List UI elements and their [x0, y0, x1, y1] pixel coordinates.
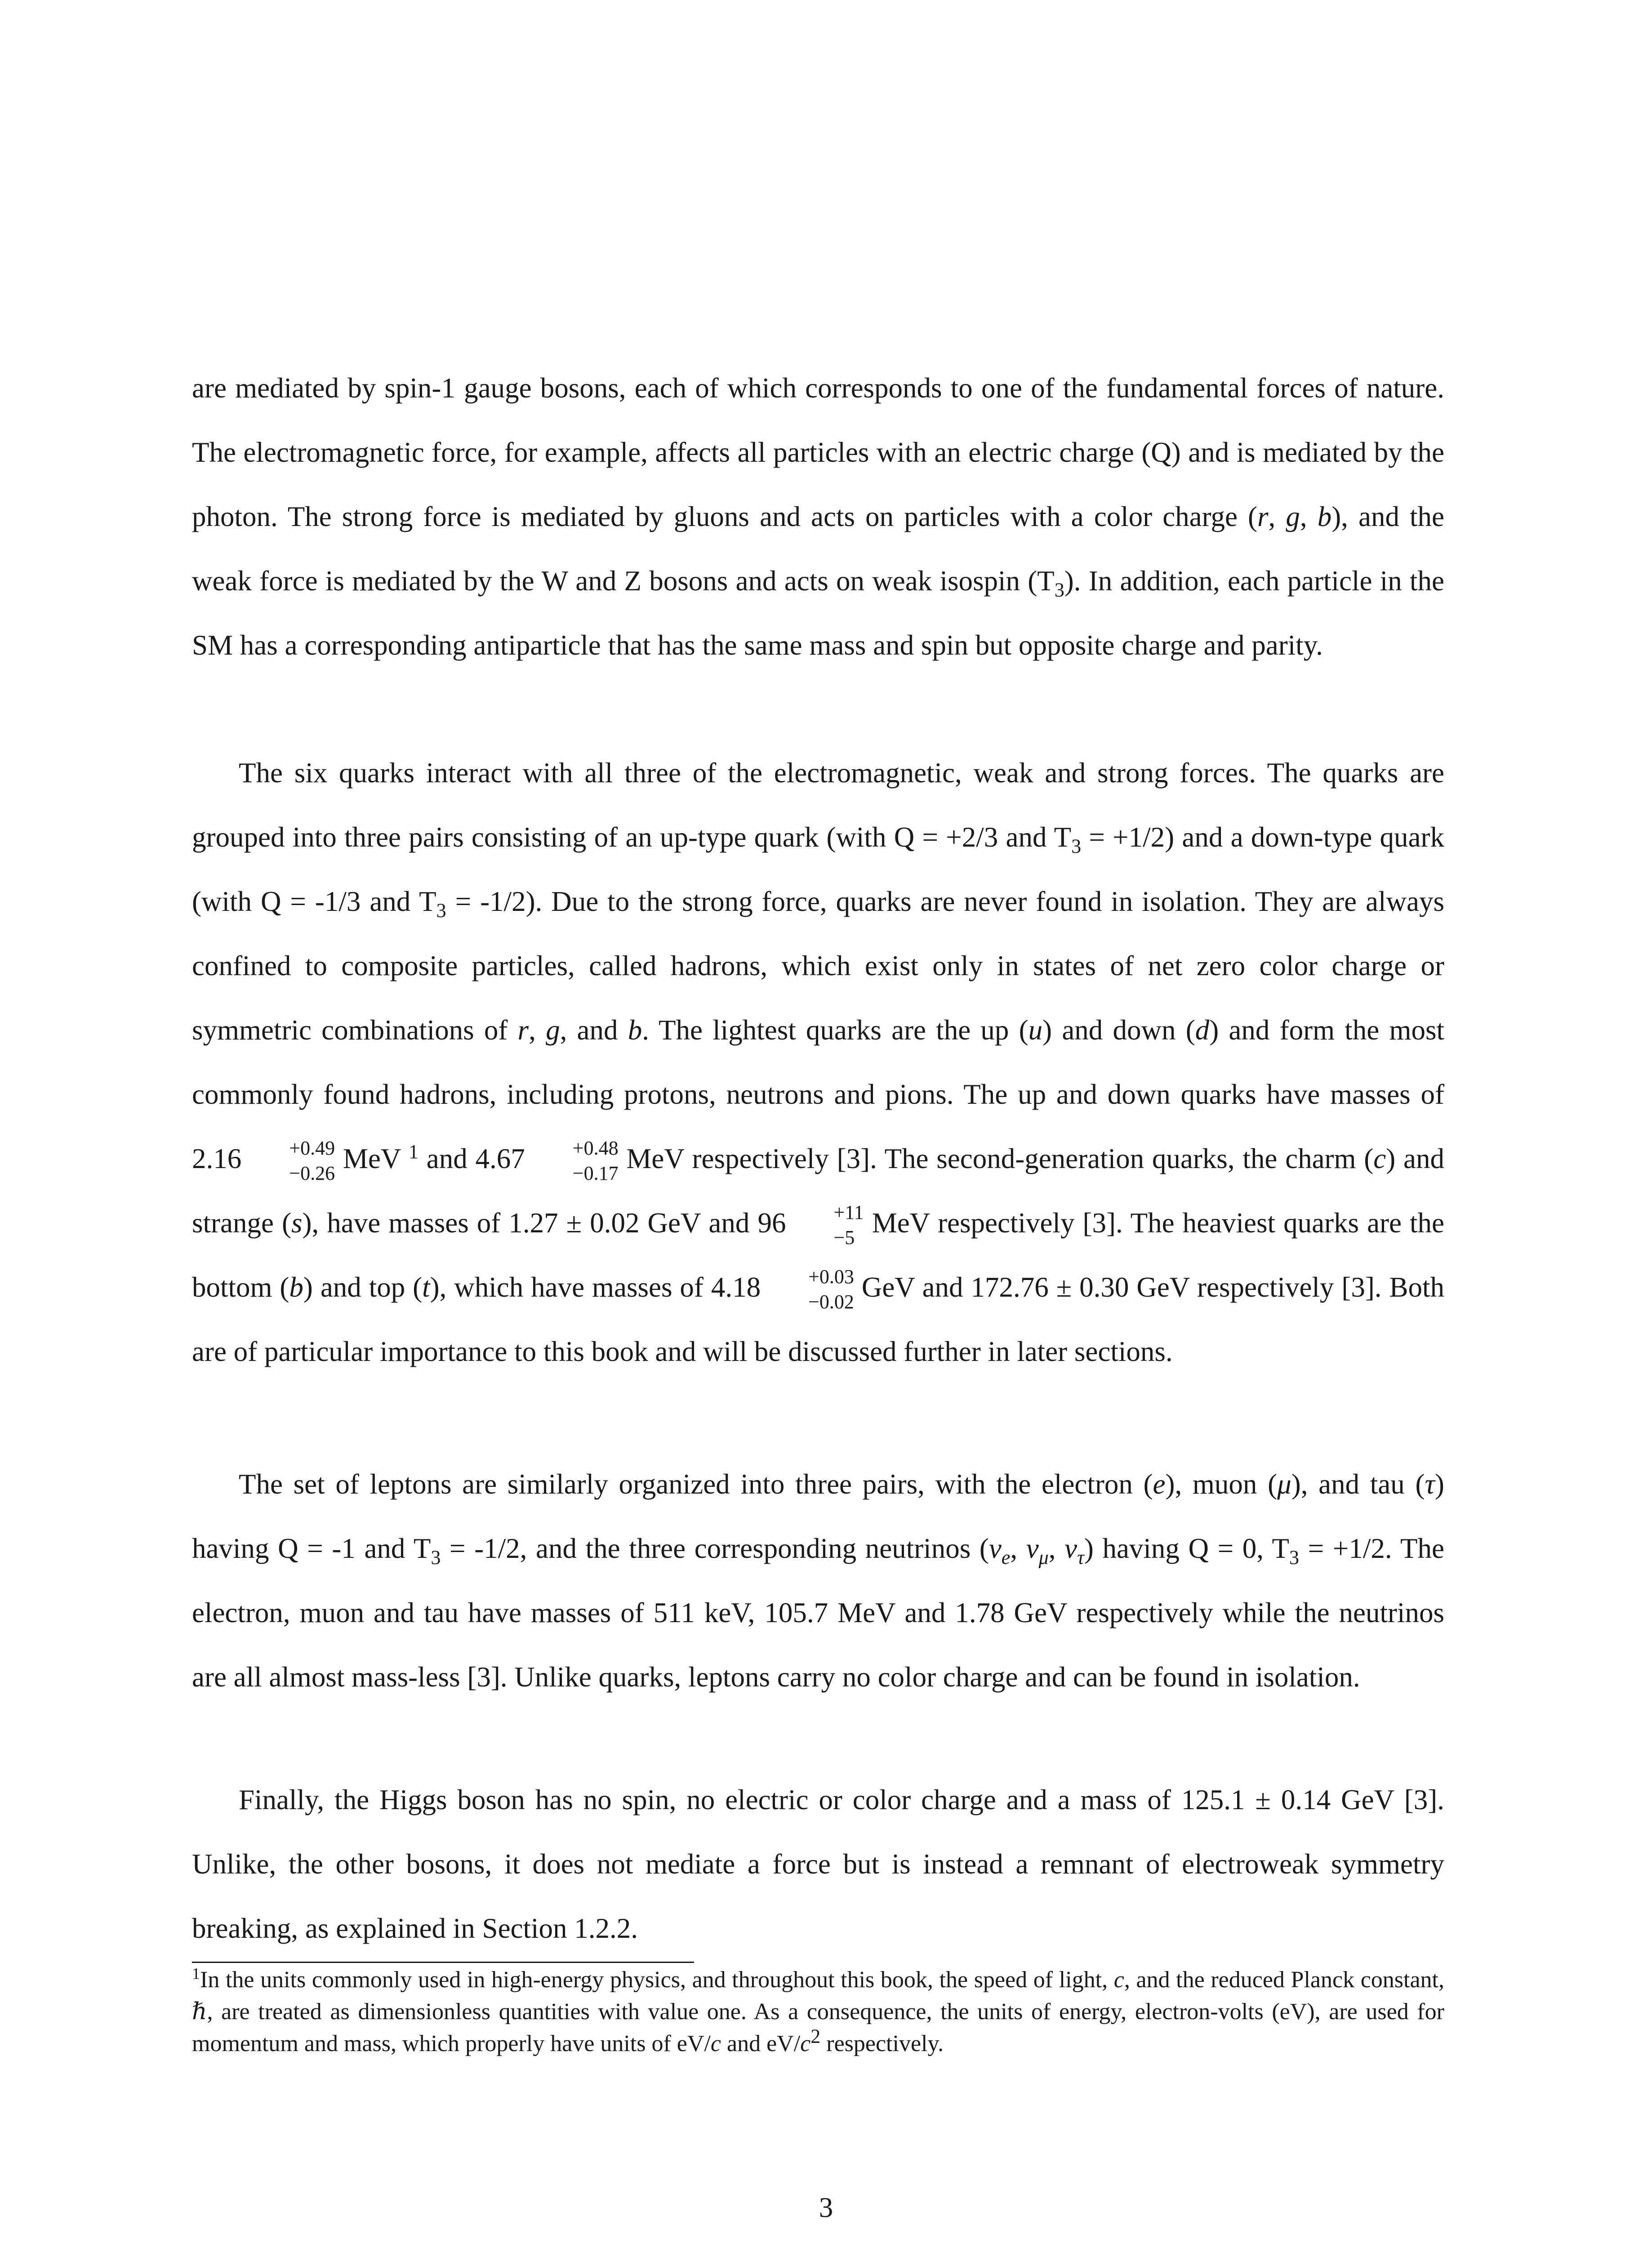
subscript: μ	[1038, 1546, 1049, 1569]
math-tau: τ	[1425, 1468, 1435, 1500]
math-mu: μ	[1277, 1468, 1291, 1500]
text-run: The set of leptons are similarly organized into three pairs, with the electron (	[239, 1468, 1153, 1500]
math-hbar: ℏ	[192, 1999, 207, 2025]
footnote-reference[interactable]: 1	[409, 1141, 419, 1163]
text-run: = -1/2, and the three corresponding neutrinos (	[441, 1533, 989, 1564]
math-r: r	[1257, 501, 1269, 532]
text-run: , are treated as dimensionless quantities with value one. As a consequence, the units of energy, electron-volts (eV), are used for momentum and mass, which properly have units of eV/	[192, 1999, 1444, 2056]
mass-up-value: 2.16	[192, 1143, 242, 1174]
subscript: 3	[1054, 579, 1064, 601]
paragraph-higgs	[192, 1768, 1444, 1961]
text-run: MeV	[335, 1143, 409, 1174]
text-run: ) and form the most commonly found hadrons, including protons, neutrons and pions. The up and down quarks have masses of	[192, 1014, 1445, 1110]
math-c: c	[710, 2031, 721, 2056]
math-nu: ν	[989, 1533, 1002, 1564]
text-run: ), and the weak force is mediated by the W and Z bosons and acts on weak isospin (T	[192, 501, 1444, 597]
text-run: ). In addition, each particle in the SM has a corresponding antiparticle that has the same mass and spin but opposite charge and parity.	[192, 565, 1444, 661]
math-g: g	[546, 1014, 560, 1046]
uncertainty-minus: −0.02	[808, 1290, 854, 1313]
text-run: = +1/2) and a down-type quark (with Q = -1/3 and T	[192, 821, 1444, 917]
text-run: are mediated by spin-1 gauge bosons, each of which corresponds to one of the fundamental forces of nature. The electromagnetic force, for example, affects all particles with an electric charge (Q) and is mediated by the photon. The strong force is mediated by gluons and acts on particles with a color charge (	[192, 372, 1444, 532]
text-run: = -1/2). Due to the strong force, quarks are never found in isolation. They are always confined to composite particles, called hadrons, which exist only in states of net zero color charge or symmetric combinations of	[192, 886, 1444, 1046]
paragraph-leptons	[192, 1452, 1444, 1709]
text-run: respectively.	[820, 2031, 944, 2056]
uncertainty-plus: +0.48	[572, 1137, 619, 1159]
superscript: 2	[810, 2025, 821, 2047]
math-d: d	[1195, 1014, 1210, 1046]
math-u: u	[1028, 1014, 1043, 1046]
text-run: ) having Q = -1 and T	[192, 1468, 1444, 1564]
math-s: s	[291, 1207, 303, 1239]
math-r: r	[517, 1014, 529, 1046]
footnote	[192, 1964, 1444, 2060]
text-run: ,	[1268, 501, 1286, 532]
text-run: In the units commonly used in high-energy physics, and throughout this book, the speed of light,	[200, 1967, 1114, 1993]
mass-bottom-value: 4.18	[711, 1271, 761, 1303]
uncertainty-minus: −0.26	[289, 1162, 335, 1184]
mass-up-uncertainty	[242, 1137, 335, 1184]
math-c: c	[1373, 1143, 1386, 1174]
text-run: ), which have masses of	[430, 1271, 711, 1303]
text-run: and	[419, 1143, 476, 1174]
paragraph-force-carriers	[192, 356, 1444, 678]
text-run: and eV/	[721, 2031, 801, 2056]
subscript: 3	[436, 899, 446, 922]
text-run: MeV respectively [3]. The heaviest quarks are the bottom (	[192, 1207, 1445, 1303]
mass-down-uncertainty	[526, 1137, 619, 1184]
subscript: e	[1001, 1546, 1011, 1569]
text-run: ,	[1010, 1533, 1026, 1564]
mass-strange-value: 96	[757, 1207, 786, 1239]
footnote-mark: 1	[192, 1964, 200, 1983]
subscript: 3	[1071, 835, 1082, 857]
uncertainty-plus: +11	[833, 1201, 864, 1223]
text-run: ) and strange (	[192, 1143, 1444, 1239]
text-run: ) and down (	[1042, 1014, 1195, 1046]
text-run: ,	[529, 1014, 546, 1046]
subscript: 3	[1289, 1546, 1300, 1569]
paragraph-quarks	[192, 741, 1444, 1384]
math-t: t	[422, 1271, 430, 1303]
footnote-rule	[192, 1962, 694, 1963]
page-number: 3	[819, 2192, 833, 2223]
text-run: , and the reduced Planck constant,	[1124, 1967, 1444, 1993]
math-b: b	[289, 1271, 303, 1303]
mass-down-value: 4.67	[475, 1143, 525, 1174]
math-b: b	[628, 1014, 642, 1046]
text-run: ,	[1300, 501, 1318, 532]
math-c: c	[800, 2031, 811, 2056]
subscript: 3	[431, 1546, 441, 1569]
text-run: ), have masses of 1.27 ± 0.02 GeV and	[302, 1207, 758, 1239]
text-run: ), and tau (	[1291, 1468, 1425, 1500]
mass-strange-uncertainty	[787, 1201, 864, 1249]
text-run: MeV respectively [3]. The second-generation quarks, the charm (	[618, 1143, 1374, 1174]
math-g: g	[1286, 501, 1300, 532]
uncertainty-minus: −0.17	[572, 1162, 619, 1184]
uncertainty-plus: +0.49	[289, 1137, 335, 1159]
math-e: e	[1153, 1468, 1166, 1500]
math-nu: ν	[1026, 1533, 1039, 1564]
text-run: = +1/2. The electron, muon and tau have masses of 511 keV, 105.7 MeV and 1.78 GeV respectively while the neutrinos are all almost mass-less [3]. Unlike quarks, leptons carry no color charge and can be found in isolation.	[192, 1533, 1444, 1693]
text-run: ,	[1048, 1533, 1065, 1564]
text-run: ), muon (	[1165, 1468, 1278, 1500]
text-run: The six quarks interact with all three of the electromagnetic, weak and strong forces. The quarks are grouped into three pairs consisting of an up-type quark (with Q = +2/3 and T	[192, 757, 1444, 853]
uncertainty-minus: −5	[833, 1226, 855, 1249]
uncertainty-plus: +0.03	[808, 1265, 854, 1288]
math-nu: ν	[1064, 1533, 1078, 1564]
mass-bottom-uncertainty	[761, 1265, 854, 1313]
text-run: Finally, the Higgs boson has no spin, no electric or color charge and a mass of 125.1 ± 0.14 GeV [3]. Unlike, the other bosons, it does not mediate a force but is instead a remnant of electroweak symmetry breaking, as explained in Section 1.2.2.	[192, 1784, 1444, 1944]
text-run: . The lightest quarks are the up (	[642, 1014, 1029, 1046]
text-run: GeV and 172.76 ± 0.30 GeV respectively [3]. Both are of particular importance to this book and will be discussed further in later sections.	[192, 1271, 1444, 1367]
math-c: c	[1113, 1967, 1124, 1993]
subscript: τ	[1077, 1546, 1084, 1569]
math-b: b	[1317, 501, 1332, 532]
text-run: , and	[560, 1014, 628, 1046]
text-run: ) and top (	[303, 1271, 423, 1303]
text-run: ) having Q = 0, T	[1084, 1533, 1290, 1564]
